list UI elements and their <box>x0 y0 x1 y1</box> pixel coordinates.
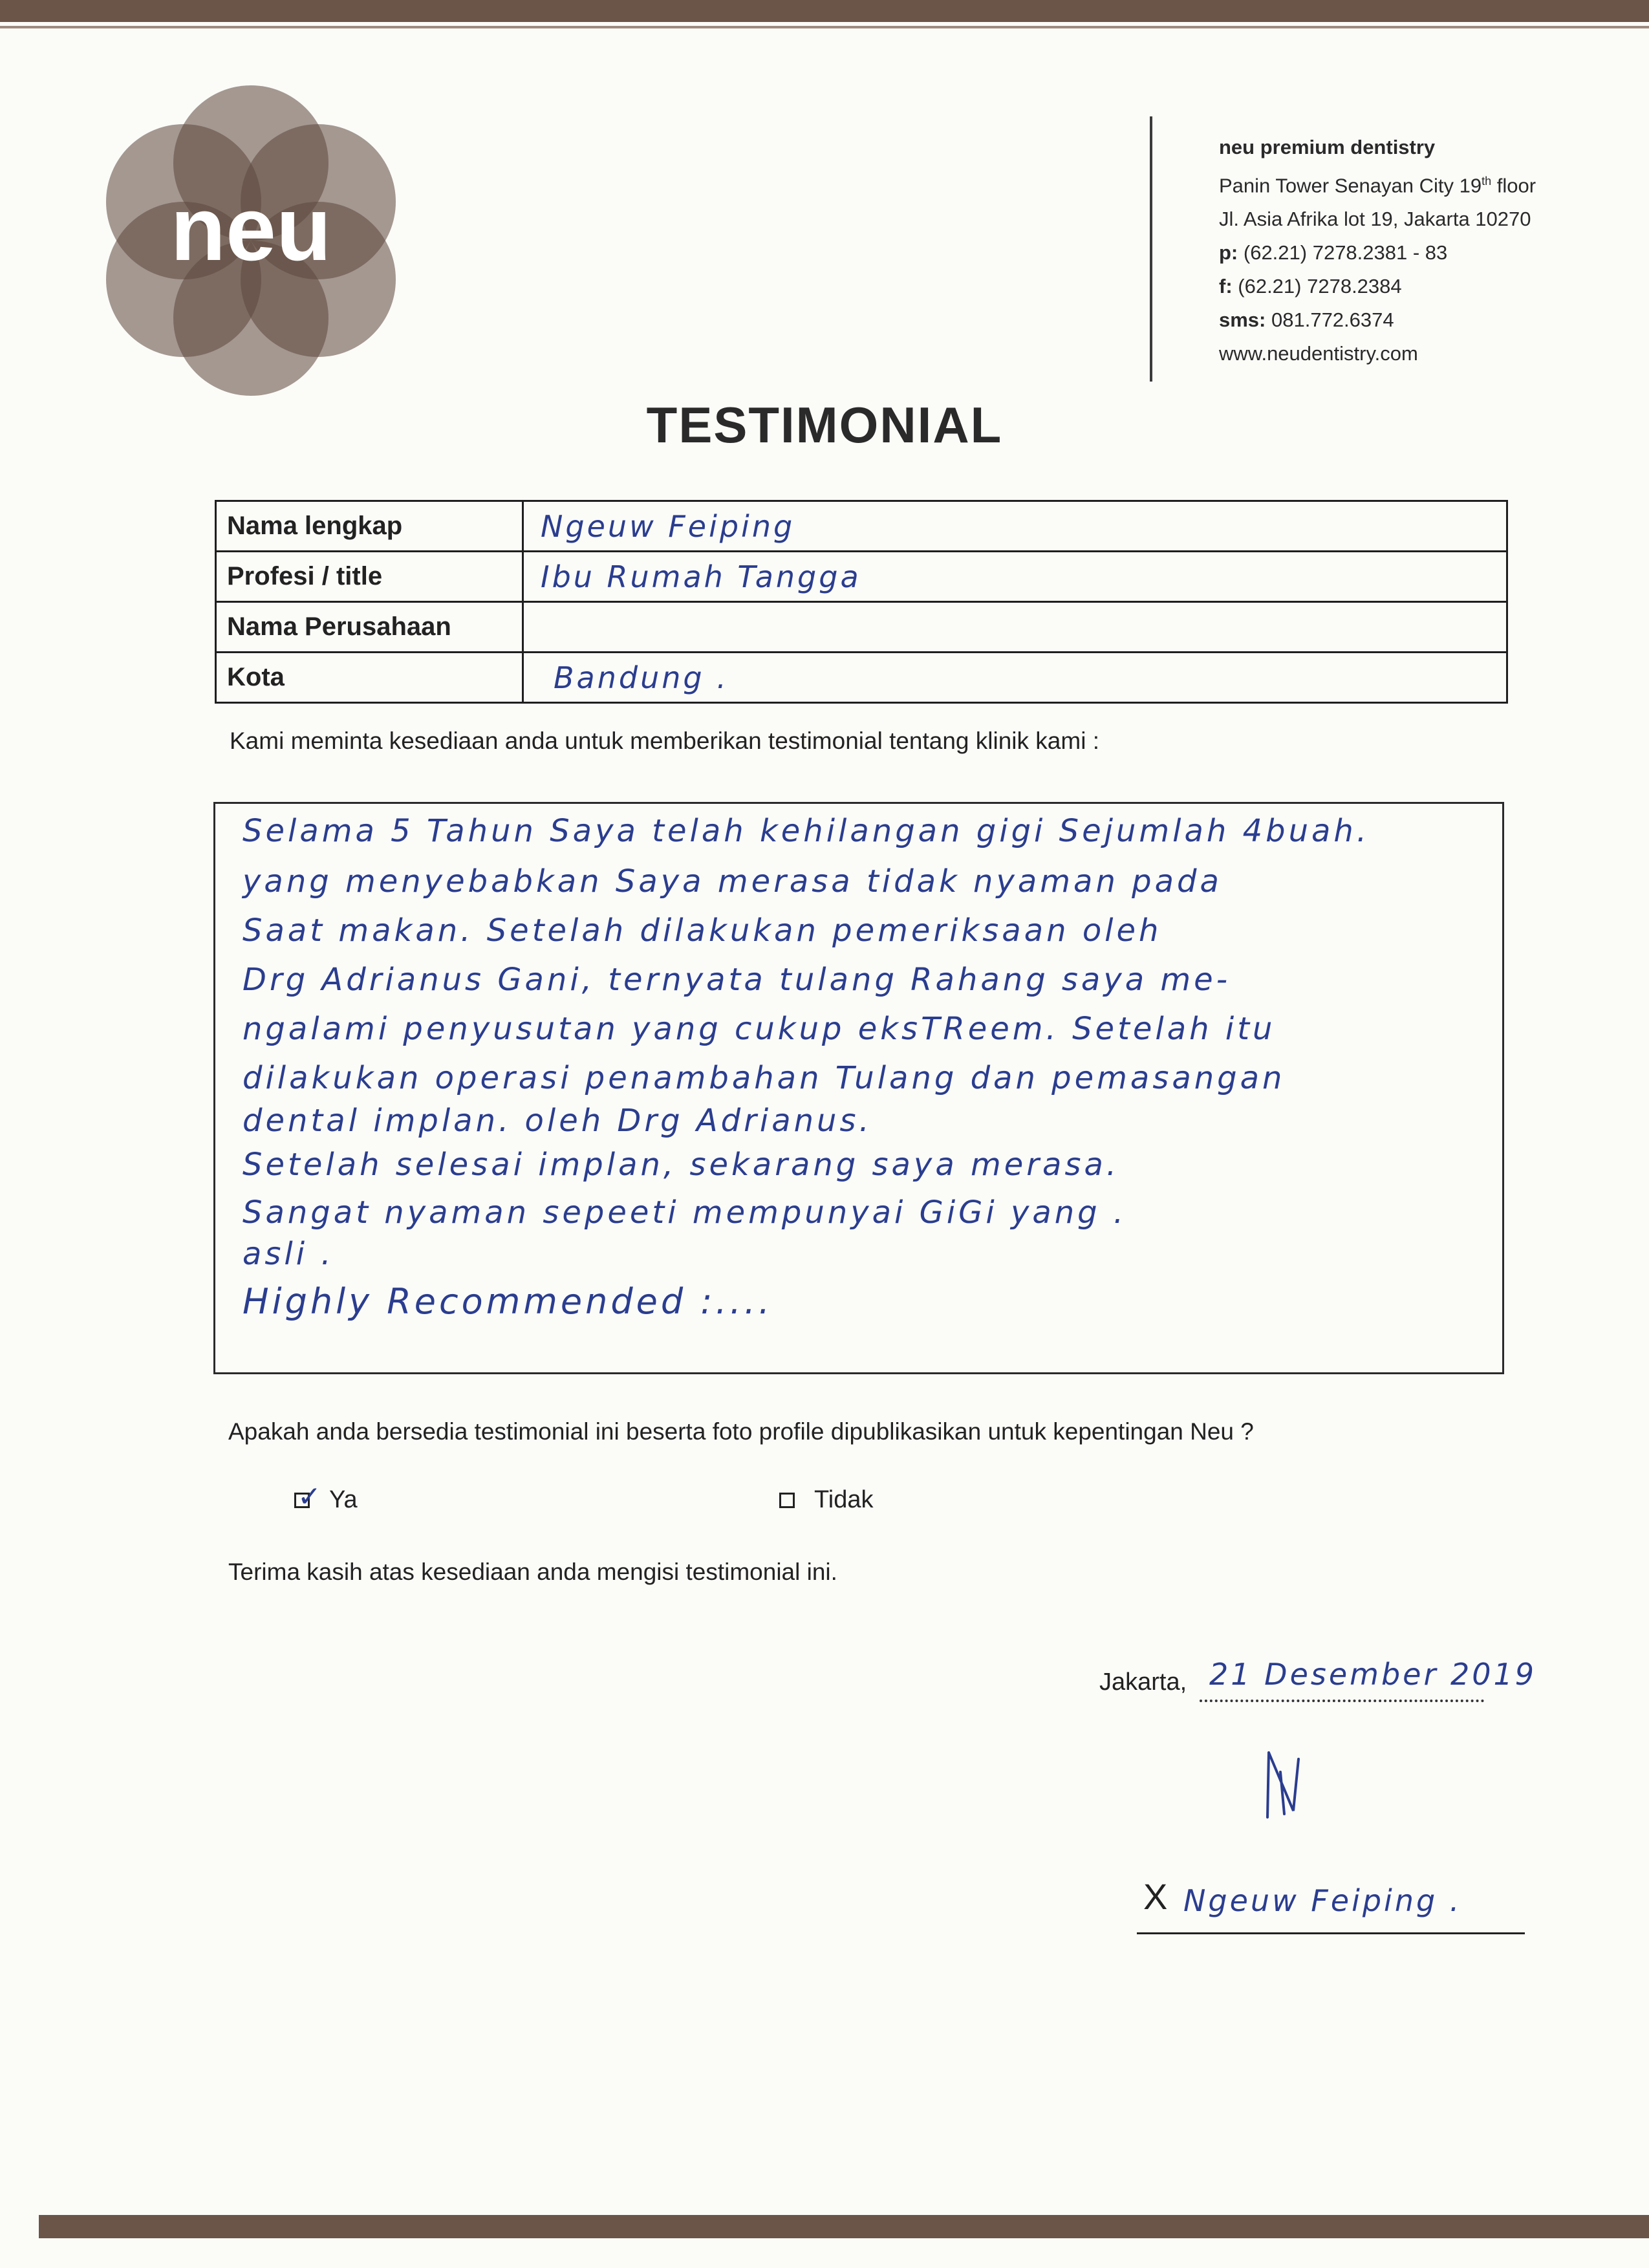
contact-block <box>1219 131 1620 371</box>
table-row <box>216 602 1507 653</box>
check-icon: ✓ <box>297 1480 321 1513</box>
thanks-text: Terima kasih atas kesediaan anda mengisi testimonial ini. <box>228 1559 837 1585</box>
field-label: Nama lengkap <box>216 501 523 552</box>
option-no[interactable] <box>779 1486 874 1514</box>
sms-line: sms: 081.772.6374 <box>1219 308 1394 332</box>
company-field[interactable] <box>523 602 1507 653</box>
signature-line <box>1137 1932 1525 1934</box>
testimonial-line: yang menyebabkan Saya merasa tidak nyaman pada <box>242 863 1222 900</box>
checkbox-no[interactable] <box>779 1493 795 1508</box>
testimonial-line: Saat makan. Setelah dilakukan pemeriksaan oleh <box>242 913 1162 949</box>
phone-line: p: (62.21) 7278.2381 - 83 <box>1219 241 1448 265</box>
page-title: TESTIMONIAL <box>646 396 1003 453</box>
testimonial-line: dental implan. oleh Drg Adrianus. <box>242 1103 872 1139</box>
date-value: 21 Desember 2019 <box>1209 1657 1537 1692</box>
header-divider <box>1150 116 1152 382</box>
testimonial-line: Sangat nyaman sepeeti mempunyai GiGi yang . <box>242 1194 1127 1231</box>
neu-logo <box>96 85 406 396</box>
testimonial-line: asli . <box>242 1236 334 1272</box>
name-field[interactable] <box>523 501 1507 552</box>
info-table <box>215 500 1508 704</box>
place-label: Jakarta, <box>1099 1669 1187 1696</box>
profession-field[interactable] <box>523 552 1507 602</box>
handwritten-value: Ngeuw Feiping <box>541 508 795 544</box>
testimonial-line: Setelah selesai implan, sekarang saya merasa. <box>242 1147 1120 1183</box>
handwritten-value: Ibu Rumah Tangga <box>541 559 861 594</box>
fax-line: f: (62.21) 7278.2384 <box>1219 275 1402 298</box>
table-row <box>216 552 1507 602</box>
logo-text: neu <box>170 178 332 279</box>
testimonial-box[interactable] <box>213 802 1504 1374</box>
top-border-band <box>0 0 1649 22</box>
option-yes[interactable] <box>294 1480 358 1514</box>
testimonial-line: Drg Adrianus Gani, ternyata tulang Rahang saya me- <box>242 962 1231 998</box>
checkbox-yes[interactable] <box>294 1480 321 1513</box>
city-field[interactable] <box>523 653 1507 703</box>
bottom-border-band <box>39 2215 1649 2238</box>
testimonial-line: Highly Recommended :.... <box>242 1281 773 1322</box>
publish-question: Apakah anda bersedia testimonial ini beserta foto profile dipublikasikan untuk kepentingan Neu ? <box>228 1418 1254 1445</box>
testimonial-line: Selama 5 Tahun Saya telah kehilangan gigi Sejumlah 4buah. <box>242 813 1370 849</box>
field-label: Kota <box>216 653 523 703</box>
table-row <box>216 653 1507 703</box>
address-line-2: Jl. Asia Afrika lot 19, Jakarta 10270 <box>1219 208 1531 231</box>
instruction-text: Kami meminta kesediaan anda untuk memberikan testimonial tentang klinik kami : <box>230 728 1099 754</box>
option-no-label: Tidak <box>814 1486 874 1513</box>
initials-mark <box>1261 1746 1306 1824</box>
testimonial-line: ngalami penyusutan yang cukup eksTReem. Setelah itu <box>242 1011 1276 1047</box>
address-line-1: Panin Tower Senayan City 19th floor <box>1219 174 1536 197</box>
website-link[interactable]: www.neudentistry.com <box>1219 342 1418 365</box>
date-dotted-line <box>1200 1700 1484 1702</box>
handwritten-value: Bandung . <box>554 660 729 695</box>
clinic-name: neu premium dentistry <box>1219 136 1436 158</box>
testimonial-line: dilakukan operasi penambahan Tulang dan pemasangan <box>242 1060 1286 1096</box>
field-label: Nama Perusahaan <box>216 602 523 653</box>
top-border-line <box>0 26 1649 28</box>
signature-name: Ngeuw Feiping . <box>1183 1883 1462 1918</box>
option-yes-label: Ya <box>329 1486 358 1513</box>
signature-prefix: X <box>1143 1876 1168 1917</box>
field-label: Profesi / title <box>216 552 523 602</box>
table-row <box>216 501 1507 552</box>
